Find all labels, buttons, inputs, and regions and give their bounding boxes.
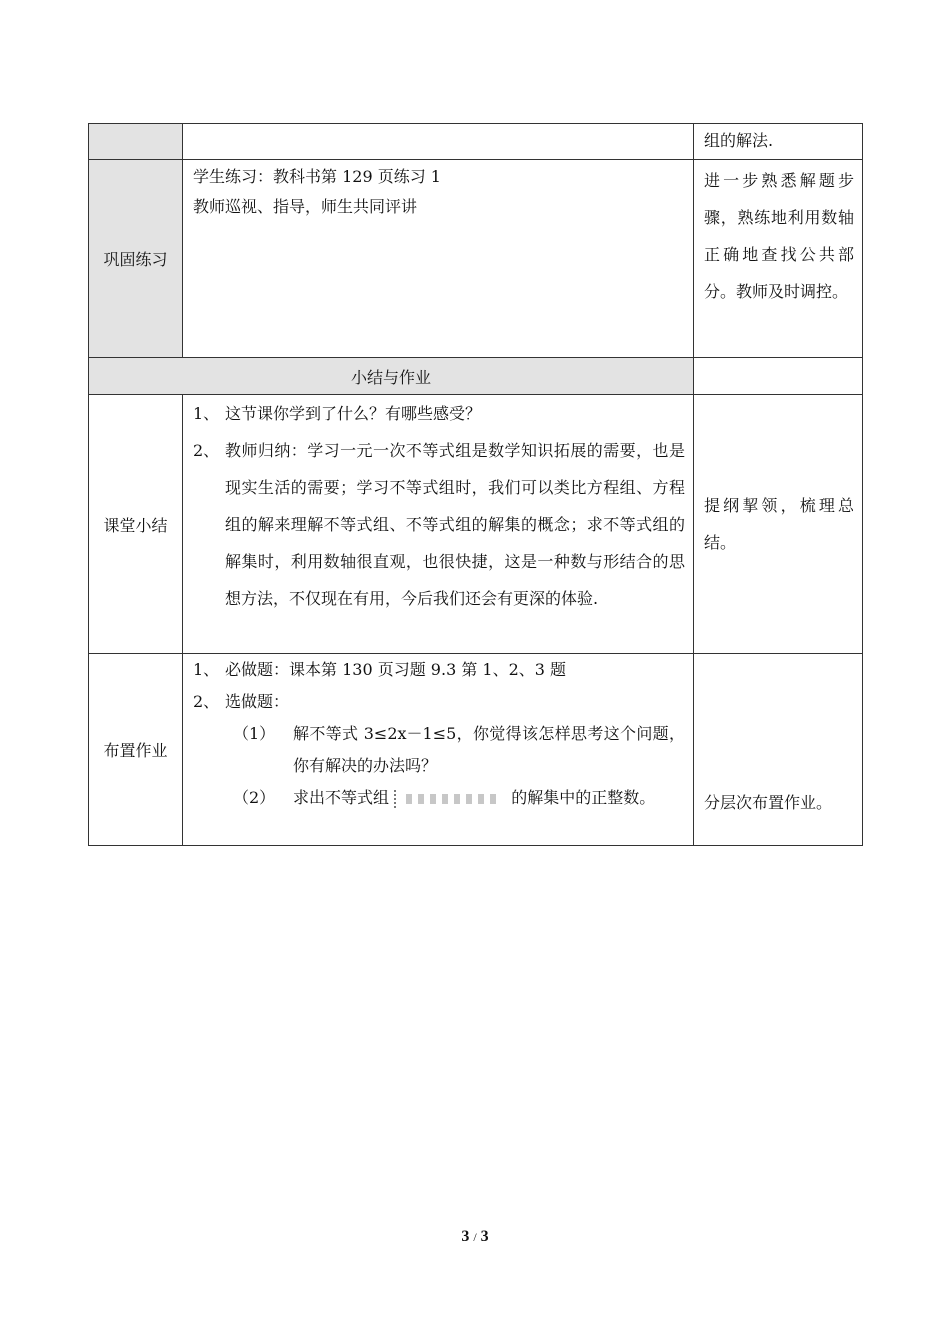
row-label-practice: 巩固练习 [89, 160, 183, 358]
list-item [193, 686, 685, 718]
item-text: 教师归纳：学习一元一次不等式组是数学知识拓展的需要，也是现实生活的需要；学习不等式组时，我们可以类比方程组、方程组的解来理解不等式组、不等式组的解集的概念；求不等式组的解集时，利用数轴很直观，也很快捷，这是一种数与形结合的思想方法，不仅现在有用，今后我们还会有更深的体验. [225, 441, 685, 608]
item-text: 这节课你学到了什么？有哪些感受？ [225, 404, 482, 423]
item-number: 2、 [193, 692, 220, 711]
sub-item-number: （1） [233, 724, 276, 743]
label-cell [89, 124, 183, 160]
content-cell [183, 124, 694, 160]
homework-content [183, 654, 693, 818]
note-cell [694, 358, 863, 395]
lesson-plan-table [88, 123, 863, 846]
sub-item [193, 782, 685, 814]
row-label-summary: 课堂小结 [89, 395, 183, 654]
current-page: 3 [461, 1228, 470, 1245]
item-number: 1、 [193, 660, 220, 679]
table-row [89, 654, 863, 846]
sub-item-text [293, 782, 685, 814]
list-item [193, 654, 685, 686]
inequality-system-image [394, 790, 506, 808]
practice-line: 教师巡视、指导，师生共同评讲 [193, 197, 418, 216]
note-cell [694, 395, 863, 654]
sub-item-text-before: 求出不等式组 [293, 788, 390, 807]
practice-line: 学生练习：教科书第 129 页练习 1 [193, 167, 441, 186]
item-number: 1、 [193, 404, 220, 423]
table-row [89, 395, 863, 654]
content-cell [183, 395, 694, 654]
row-label-homework: 布置作业 [89, 654, 183, 846]
section-title: 小结与作业 [89, 358, 694, 395]
total-pages: 3 [480, 1228, 489, 1245]
practice-content [183, 160, 693, 226]
page-separator: / [473, 1230, 477, 1244]
note-text: 进一步熟悉解题步骤，熟练地利用数轴正确地查找公共部分。教师及时调控。 [704, 171, 854, 301]
item-text: 选做题： [225, 692, 290, 711]
note-text: 组的解法. [704, 131, 774, 150]
note-text: 提纲挈领，梳理总结。 [704, 496, 854, 552]
content-cell [183, 160, 694, 358]
note-text: 分层次布置作业。 [704, 793, 833, 812]
list-item [193, 395, 685, 432]
sub-item-text: 解不等式 3≤2x－1≤5，你觉得该怎样思考这个问题，你有解决的办法吗？ [293, 724, 685, 775]
page-number [0, 1228, 950, 1246]
list-item [193, 432, 685, 617]
note-cell [694, 654, 863, 846]
content-cell [183, 654, 694, 846]
sub-item-text-after: 的解集中的正整数。 [511, 788, 656, 807]
table-row [89, 124, 863, 160]
item-number: 2、 [193, 441, 220, 460]
note-cell [694, 124, 863, 160]
note-cell [694, 160, 863, 358]
sub-item-number: （2） [233, 788, 276, 807]
sub-item [193, 718, 685, 782]
summary-content [183, 395, 693, 621]
table-row [89, 160, 863, 358]
item-text: 必做题：课本第 130 页习题 9.3 第 1、2、3 题 [225, 660, 567, 679]
table-row [89, 358, 863, 395]
